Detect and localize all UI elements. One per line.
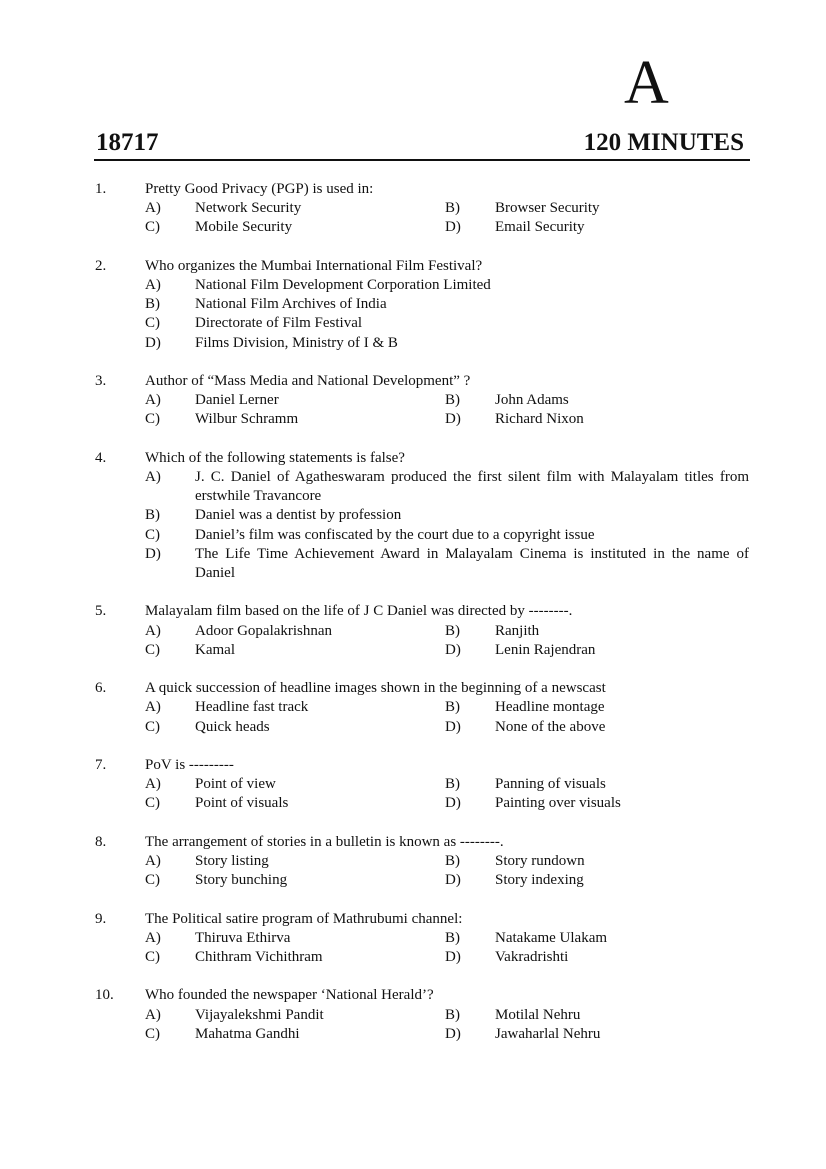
indent (95, 295, 145, 314)
option-label: D) (445, 872, 461, 889)
indent (95, 871, 145, 890)
option-label: C) (145, 641, 160, 658)
option-text: Richard Nixon (495, 411, 584, 428)
option-text: Quick heads (195, 718, 270, 735)
option-text: Headline fast track (195, 699, 309, 716)
question-text: The arrangement of stories in a bulletin is known as --------. (145, 833, 504, 850)
option-label: C) (145, 795, 160, 812)
option-label: D) (445, 718, 461, 735)
indent (95, 641, 145, 660)
option-label: B) (145, 507, 160, 524)
question-item (95, 257, 749, 353)
option-label: C) (145, 1025, 160, 1042)
option-label: B) (445, 622, 460, 639)
question-number: 2. (95, 257, 107, 274)
option-label: C) (145, 315, 160, 332)
indent (95, 334, 145, 353)
question-number: 9. (95, 910, 107, 927)
option-label: B) (145, 296, 160, 313)
series-letter: A (624, 49, 669, 117)
option-label: C) (145, 219, 160, 236)
option-label: A) (145, 392, 161, 409)
option-text: Vijayalekshmi Pandit (195, 1006, 324, 1023)
option-text: Motilal Nehru (495, 1006, 581, 1023)
option-text: Story indexing (495, 872, 584, 889)
question-number: 1. (95, 181, 107, 197)
question-item (95, 986, 749, 1044)
indent (95, 545, 145, 583)
option-label: A) (145, 277, 161, 293)
option-label: A) (145, 853, 161, 869)
indent (95, 929, 145, 948)
option-text: Daniel Lerner (195, 392, 279, 409)
option-label: C) (145, 526, 160, 543)
option-label: C) (145, 949, 160, 965)
option-text: Ranjith (495, 622, 540, 639)
indent (95, 622, 145, 641)
question-number: 10. (95, 987, 114, 1004)
indent (95, 199, 145, 218)
indent (95, 948, 145, 967)
question-text: Malayalam film based on the life of J C Daniel was directed by --------. (145, 603, 573, 620)
indent (95, 698, 145, 717)
option-text: Network Security (195, 200, 302, 217)
option-text: Story listing (195, 853, 269, 869)
option-text: J. C. Daniel of Agatheswaram produced the first silent film with Malayalam titles from erstwhile Travancore (195, 469, 749, 505)
indent (95, 276, 145, 295)
question-item (95, 910, 749, 968)
option-text: Headline montage (495, 699, 605, 716)
option-text: Point of visuals (195, 795, 289, 812)
indent (95, 718, 145, 737)
question-text: Which of the following statements is false? (145, 449, 405, 466)
question-item (95, 679, 749, 737)
option-label: C) (145, 718, 160, 735)
option-list (95, 276, 749, 353)
option-list (95, 852, 749, 890)
option-list (95, 775, 749, 813)
question-number: 6. (95, 680, 107, 697)
indent (95, 794, 145, 813)
option-label: B) (445, 392, 460, 409)
option-label: A) (145, 929, 161, 946)
question-number: 7. (95, 757, 107, 773)
option-label: A) (145, 776, 161, 793)
option-list (95, 698, 749, 736)
option-list (95, 391, 749, 429)
option-text: Email Security (495, 219, 585, 236)
option-text: Story bunching (195, 872, 288, 889)
option-label: D) (145, 545, 161, 562)
option-label: B) (445, 1006, 460, 1023)
option-text: Browser Security (495, 200, 600, 217)
indent (95, 314, 145, 333)
option-label: B) (445, 929, 460, 946)
option-text: National Film Development Corporation Limited (195, 277, 491, 293)
option-label: A) (145, 622, 161, 639)
question-item (95, 602, 749, 660)
option-text: Vakradrishti (495, 949, 569, 965)
option-text: Adoor Gopalakrishnan (195, 622, 333, 639)
option-list (95, 929, 749, 967)
question-number: 5. (95, 603, 107, 620)
option-text: National Film Archives of India (195, 296, 387, 313)
indent (95, 775, 145, 794)
option-text: Painting over visuals (495, 795, 621, 812)
indent (95, 468, 145, 506)
option-text: Lenin Rajendran (495, 641, 596, 658)
question-number: 3. (95, 373, 107, 389)
option-text: John Adams (495, 392, 569, 409)
option-list (95, 468, 749, 583)
option-text: Jawaharlal Nehru (495, 1025, 601, 1042)
option-label: B) (445, 776, 460, 793)
option-label: A) (145, 200, 161, 217)
option-label: A) (145, 699, 161, 716)
option-text: Wilbur Schramm (195, 411, 299, 428)
indent (95, 218, 145, 237)
question-item (95, 756, 749, 814)
question-number: 8. (95, 833, 107, 850)
option-label: D) (145, 334, 161, 351)
indent (95, 391, 145, 410)
option-label: B) (445, 200, 460, 217)
indent (95, 1006, 145, 1025)
question-text: Author of “Mass Media and National Development” ? (145, 373, 471, 389)
question-list (95, 180, 749, 1063)
option-label: D) (445, 949, 461, 965)
option-text: Directorate of Film Festival (195, 315, 363, 332)
option-label: D) (445, 411, 461, 428)
option-list (95, 622, 749, 660)
option-text: Panning of visuals (495, 776, 606, 793)
option-text: Mahatma Gandhi (195, 1025, 300, 1042)
option-label: C) (145, 411, 160, 428)
option-text: None of the above (495, 718, 606, 735)
exam-duration: 120 MINUTES (583, 129, 744, 156)
option-text: The Life Time Achievement Award in Malayalam Cinema is instituted in the name of Daniel (195, 545, 749, 582)
option-label: D) (445, 795, 461, 812)
option-label: C) (145, 872, 160, 889)
question-item (95, 180, 749, 238)
question-text: Who organizes the Mumbai International Film Festival? (145, 257, 483, 274)
option-text: Point of view (195, 776, 276, 793)
option-label: A) (145, 469, 161, 485)
option-text: Story rundown (495, 853, 585, 869)
option-list (95, 1006, 749, 1044)
question-text: Pretty Good Privacy (PGP) is used in: (145, 181, 374, 197)
option-label: D) (445, 1025, 461, 1042)
option-text: Thiruva Ethirva (195, 929, 291, 946)
option-text: Natakame Ulakam (495, 929, 608, 946)
question-text: The Political satire program of Mathrubumi channel: (145, 910, 463, 927)
option-label: A) (145, 1006, 161, 1023)
option-text: Mobile Security (195, 219, 293, 236)
option-text: Daniel was a dentist by profession (195, 507, 402, 524)
option-label: D) (445, 641, 461, 658)
question-text: A quick succession of headline images shown in the beginning of a newscast (145, 680, 606, 697)
option-text: Kamal (195, 641, 235, 658)
option-text: Daniel’s film was confiscated by the court due to a copyright issue (195, 526, 595, 543)
option-text: Films Division, Ministry of I & B (195, 334, 398, 351)
indent (95, 852, 145, 871)
question-item (95, 449, 749, 583)
option-label: B) (445, 699, 460, 716)
question-text: PoV is --------- (145, 757, 234, 773)
indent (95, 506, 145, 525)
question-paper-code: 18717 (96, 129, 159, 156)
question-number: 4. (95, 449, 107, 466)
option-list (95, 199, 749, 237)
indent (95, 410, 145, 429)
option-label: D) (445, 219, 461, 236)
question-item (95, 372, 749, 430)
question-text: Who founded the newspaper ‘National Herald’? (145, 987, 434, 1004)
option-label: B) (445, 853, 460, 869)
header-rule (94, 159, 750, 161)
question-item (95, 833, 749, 891)
indent (95, 1025, 145, 1044)
option-text: Chithram Vichithram (195, 949, 323, 965)
indent (95, 526, 145, 545)
